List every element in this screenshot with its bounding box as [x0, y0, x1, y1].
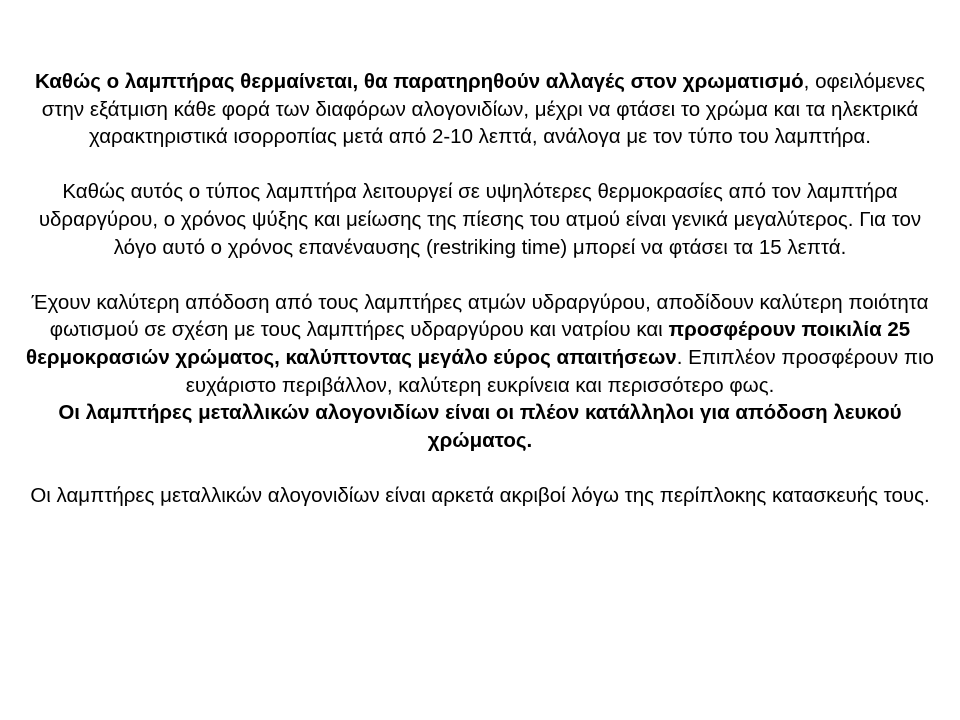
slide-text-body — [0, 68, 960, 510]
paragraph-spacer — [0, 261, 960, 289]
paragraph-performance-intro: Έχουν καλύτερη απόδοση από τους λαμπτήρες ατμών υδραργύρου, αποδίδουν καλύτερη ποιότητα φωτισμού σε σχέση με τους λαμπτήρες υδραργύρου και νατρίου και — [31, 290, 929, 342]
paragraph-performance-text: . Επιπλέον προσφέρουν πιο ευχάριστο περιβάλλον, καλύτερη ευκρίνεια και περισσότερο φως. — [185, 345, 934, 397]
paragraph-white-light — [0, 399, 960, 454]
paragraph-restriking-time: Καθώς αυτός ο τύπος λαμπτήρα λειτουργεί σε υψηλότερες θερμοκρασίες από τον λαμπτήρα υδραργύρου, ο χρόνος ψύξης και μείωσης της πίεσης του ατμού είναι γενικά μεγαλύτερος. Για τον λόγο αυτό ο χρόνος επανέναυσης (restriking time) μπορεί να φτάσει τα 15 λεπτά. — [38, 180, 922, 259]
paragraph-performance — [0, 289, 960, 399]
emphasis-color-temperatures: προσφέρουν ποικιλία 25 θερμοκρασιών χρώματος, καλύπτοντας μεγάλο εύρος απαιτήσεων — [26, 318, 911, 369]
paragraph-spacer — [0, 151, 960, 179]
emphasis-color-change: Καθώς ο λαμπτήρας θερμαίνεται, θα παρατηρηθούν αλλαγές στον χρωματισμό — [34, 70, 804, 93]
paragraph-cost: Οι λαμπτήρες μεταλλικών αλογονιδίων είναι αρκετά ακριβοί λόγω της περίπλοκης κατασκευής τους. — [30, 483, 930, 507]
paragraph-spacer — [0, 454, 960, 482]
paragraph-color-change — [0, 68, 960, 151]
paragraph-color-change-text: , οφειλόμενες στην εξάτμιση κάθε φορά των διαφόρων αλογονιδίων, μέχρι να φτάσει το χρώμα και τα ηλεκτρικά χαρακτηριστικά ισορροπίας μετά από 2-10 λεπτά, ανάλογα με τον τύπο του λαμπτήρα. — [41, 70, 926, 149]
emphasis-white-light: Οι λαμπτήρες μεταλλικών αλογονιδίων είναι οι πλέον κατάλληλοι για απόδοση λευκού χρώματος. — [58, 401, 902, 452]
